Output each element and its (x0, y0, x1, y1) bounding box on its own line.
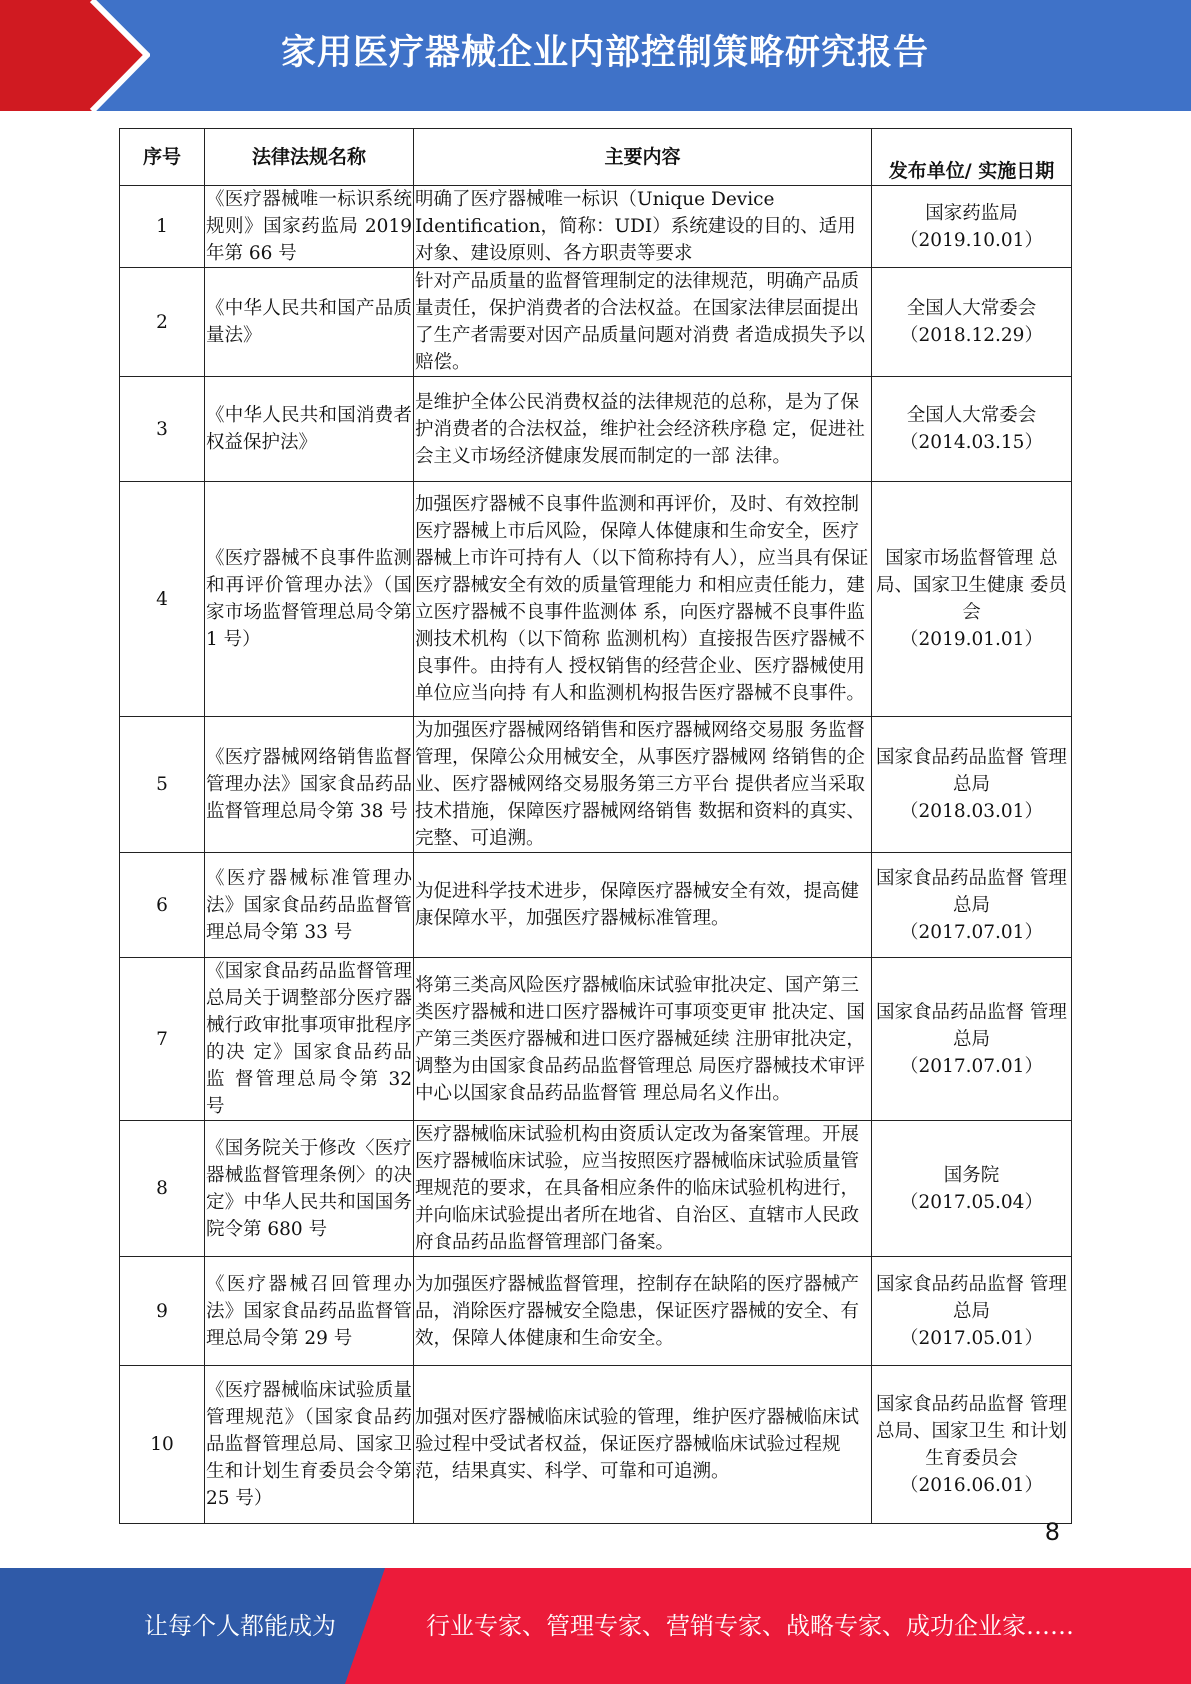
row-content: 为促进科学技术进步，保障医疗器械安全有效，提高健康保障水平，加强医疗器械标准管理。 (414, 853, 872, 958)
row-date: （2016.06.01） (900, 1474, 1043, 1496)
row-issuer-cell (872, 482, 1072, 717)
row-content: 为加强医疗器械网络销售和医疗器械网络交易服 务监督管理，保障公众用械安全，从事医疗器械网 络销售的企业、医疗器械网络交易服务第三方平台 提供者应当采取技术措施，保障医疗器械网络销售 数据和资料的真实、完整、可追溯。 (414, 717, 872, 853)
row-seq: 7 (120, 958, 205, 1121)
column-header-seq: 序号 (120, 129, 205, 186)
row-content: 针对产品质量的监督管理制定的法律规范，明确产品质量责任，保护消费者的合法权益。在国家法律层面提出了生产者需要对因产品质量问题对消费 者造成损失予以赔偿。 (414, 268, 872, 377)
table-row (120, 853, 1072, 958)
row-content: 将第三类高风险医疗器械临床试验审批决定、国产第三类医疗器械和进口医疗器械许可事项变更审 批决定、国产第三类医疗器械和进口医疗器械延续 注册审批决定，调整为由国家食品药品监督管理总 局医疗器械技术审评中心以国家食品药品监督管 理总局名义作出。 (414, 958, 872, 1121)
row-date: （2014.03.15） (900, 432, 1043, 453)
row-issuer-cell (872, 1366, 1072, 1524)
row-content: 加强对医疗器械临床试验的管理，维护医疗器械临床试验过程中受试者权益，保证医疗器械临床试验过程规范，结果真实、科学、可靠和可追溯。 (414, 1366, 872, 1524)
row-date: （2019.10.01） (900, 229, 1043, 251)
footer-slogan-left: 让每个人都能成为 (144, 1612, 336, 1640)
row-issuer-cell (872, 717, 1072, 853)
page-footer (0, 1568, 1191, 1684)
row-date: （2019.01.01） (900, 629, 1043, 650)
row-regulation-name: 《医疗器械临床试验质量管理规范》（国家食品药品监督管理总局、国家卫生和计划生育委员会令第 25 号） (205, 1366, 414, 1524)
row-seq: 2 (120, 268, 205, 377)
row-content: 为加强医疗器械监督管理，控制存在缺陷的医疗器械产品，消除医疗器械安全隐患，保证医疗器械的安全、有效，保障人体健康和生命安全。 (414, 1257, 872, 1366)
row-issuer: 国家食品药品监督 管理总局 (876, 1273, 1067, 1322)
row-content: 加强医疗器械不良事件监测和再评价，及时、有效控制医疗器械上市后风险，保障人体健康和生命安全，医疗器械上市许可持有人（以下简称持有人），应当具有保证医疗器械安全有效的质量管理能力 和相应责任能力，建立医疗器械不良事件监测体 系，向医疗器械不良事件监测技术机构（以下简称 监测机构）直接报告医疗器械不良事件。由持有人 授权销售的经营企业、医疗器械使用单位应当向持 有人和监测机构报告医疗器械不良事件。 (414, 482, 872, 717)
row-issuer: 国家食品药品监督 管理总局 (876, 1001, 1067, 1050)
table-row (120, 186, 1072, 268)
row-issuer-cell (872, 186, 1072, 268)
row-regulation-name: 《医疗器械标准管理办法》国家食品药品监督管理总局令第 33 号 (205, 853, 414, 958)
row-issuer: 国家食品药品监督 管理总局、国家卫生 和计划生育委员会 (876, 1393, 1067, 1469)
column-header-name: 法律法规名称 (205, 129, 414, 186)
row-date: （2017.07.01） (900, 921, 1043, 943)
row-date: （2017.07.01） (900, 1055, 1043, 1077)
row-date: （2018.12.29） (900, 325, 1043, 346)
page-number: 8 (1044, 1518, 1060, 1546)
table-row (120, 268, 1072, 377)
row-seq: 9 (120, 1257, 205, 1366)
table-row (120, 958, 1072, 1121)
report-title: 家用医疗器械企业内部控制策略研究报告 (280, 33, 929, 73)
row-date: （2017.05.04） (900, 1191, 1043, 1213)
row-issuer: 国务院 (943, 1164, 1000, 1186)
row-content: 是维护全体公民消费权益的法律规范的总称，是为了保护消费者的合法权益，维护社会经济秩序稳 定，促进社会主义市场经济健康发展而制定的一部 法律。 (414, 377, 872, 482)
row-seq: 10 (120, 1366, 205, 1524)
row-seq: 6 (120, 853, 205, 958)
row-regulation-name: 《中华人民共和国消费者权益保护法》 (205, 377, 414, 482)
row-issuer: 国家药监局 (925, 202, 1018, 224)
column-header-issuer-date: 发布单位/ 实施日期 (872, 129, 1072, 186)
table-row (120, 377, 1072, 482)
row-issuer: 全国人大常委会 (906, 405, 1037, 426)
table-row (120, 1257, 1072, 1366)
row-issuer-cell (872, 377, 1072, 482)
column-header-content: 主要内容 (414, 129, 872, 186)
regulations-table (119, 128, 1072, 1524)
row-content: 明确了医疗器械唯一标识（Unique Device Identification，简称：UDI）系统建设的目的、适用 对象、建设原则、各方职责等要求 (414, 186, 872, 268)
row-issuer-cell (872, 853, 1072, 958)
row-issuer-cell (872, 1257, 1072, 1366)
row-issuer-cell (872, 1121, 1072, 1257)
table-header-row (120, 129, 1072, 186)
table-row (120, 1121, 1072, 1257)
row-issuer-cell (872, 958, 1072, 1121)
row-issuer: 国家食品药品监督 管理总局 (876, 747, 1067, 795)
row-seq: 8 (120, 1121, 205, 1257)
row-seq: 4 (120, 482, 205, 717)
table-row (120, 717, 1072, 853)
row-seq: 3 (120, 377, 205, 482)
row-regulation-name: 《医疗器械召回管理办法》国家食品药品监督管理总局令第 29 号 (205, 1257, 414, 1366)
row-issuer: 国家市场监督管理 总局、国家卫生健康 委员会 (876, 548, 1067, 623)
page-header (0, 0, 1191, 111)
row-regulation-name: 《医疗器械网络销售监督管理办法》国家食品药品监督管理总局令第 38 号 (205, 717, 414, 853)
table-row (120, 482, 1072, 717)
row-regulation-name: 《中华人民共和国产品质量法》 (205, 268, 414, 377)
header-arrow-graphic (0, 0, 150, 111)
row-issuer: 国家食品药品监督 管理总局 (876, 867, 1067, 916)
row-content: 医疗器械临床试验机构由资质认定改为备案管理。开展医疗器械临床试验，应当按照医疗器械临床试验质量管理规范的要求，在具备相应条件的临床试验机构进行，并向临床试验提出者所在地省、自治区、直辖市人民政府食品药品监督管理部门备案。 (414, 1121, 872, 1257)
row-seq: 1 (120, 186, 205, 268)
row-issuer: 全国人大常委会 (906, 298, 1037, 319)
table-row (120, 1366, 1072, 1524)
row-issuer-cell (872, 268, 1072, 377)
footer-slogan-right: 行业专家、管理专家、营销专家、战略专家、成功企业家…… (426, 1612, 1074, 1640)
row-regulation-name: 《医疗器械不良事件监测和再评价管理办法》（国家市场监督管理总局令第 1 号） (205, 482, 414, 717)
row-regulation-name: 《医疗器械唯一标识系统规则》国家药监局 2019 年第 66 号 (205, 186, 414, 268)
row-date: （2018.03.01） (900, 801, 1043, 822)
row-date: （2017.05.01） (900, 1327, 1043, 1349)
row-regulation-name: 《国务院关于修改〈医疗器械监督管理条例〉的决定》中华人民共和国国务院令第 680 号 (205, 1121, 414, 1257)
row-regulation-name: 《国家食品药品监督管理总局关于调整部分医疗器械行政审批事项审批程序的决 定》国家食品药品监 督管理总局令第 32 号 (205, 958, 414, 1121)
row-seq: 5 (120, 717, 205, 853)
